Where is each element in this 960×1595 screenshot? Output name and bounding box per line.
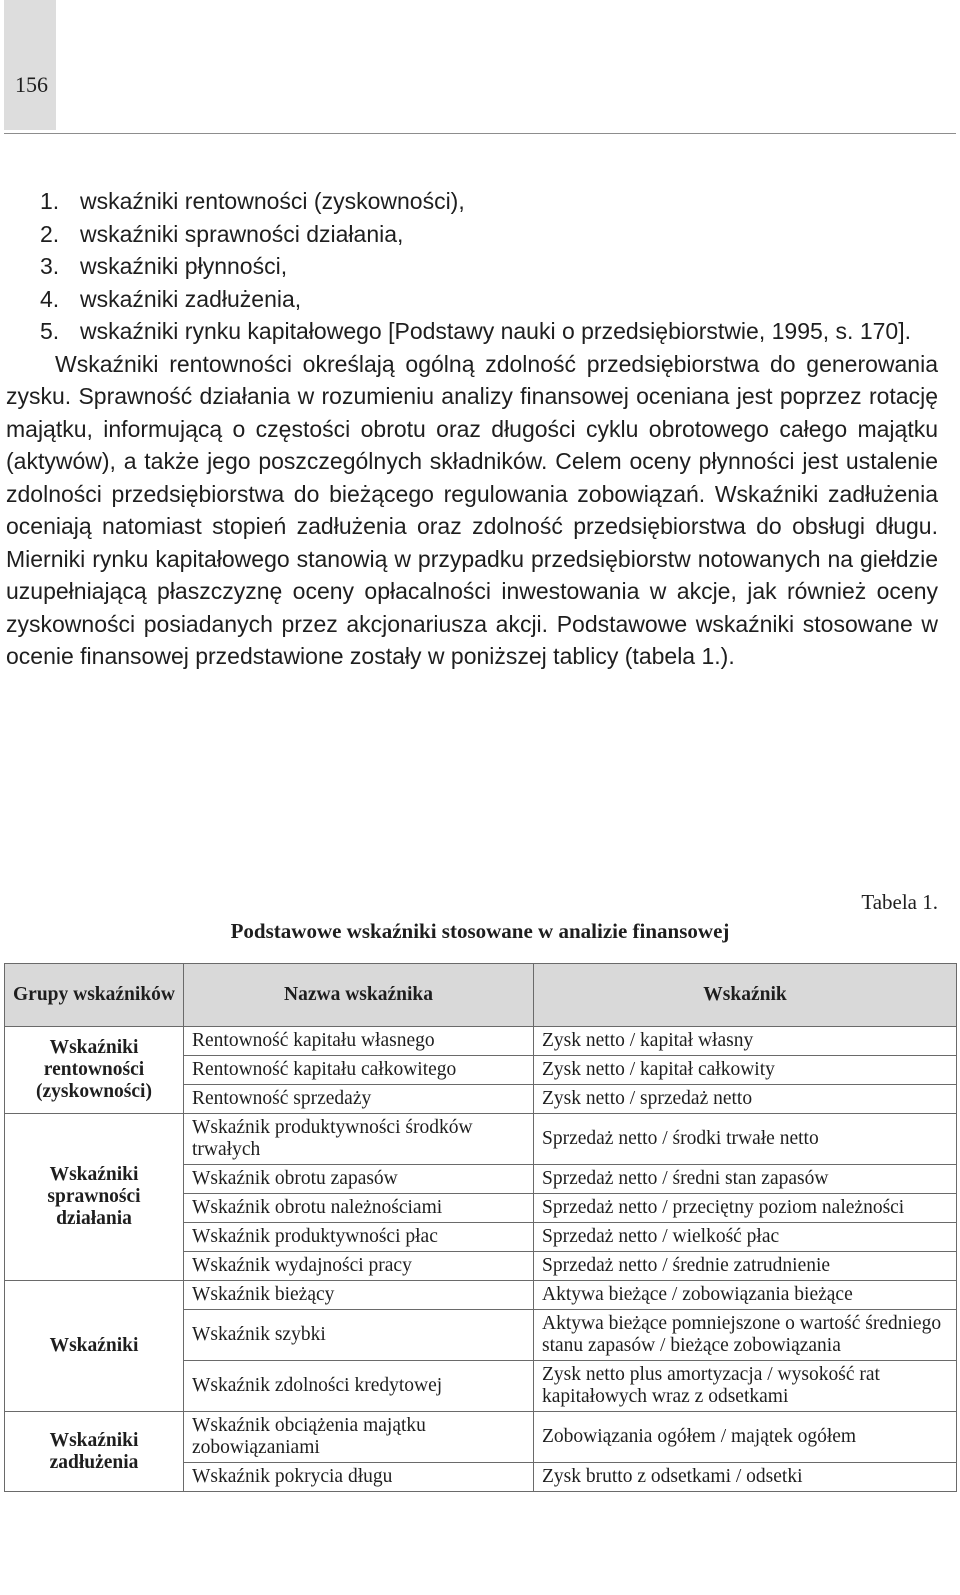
ratio-name: Wskaźnik obrotu zapasów	[184, 1165, 534, 1194]
ratio-formula: Sprzedaż netto / środki trwałe netto	[534, 1114, 957, 1165]
ratio-formula: Zysk netto / kapitał własny	[534, 1027, 957, 1056]
ratio-formula: Zysk netto plus amortyzacja / wysokość rat kapitałowych wraz z odsetkami	[534, 1361, 957, 1412]
table-label: Tabela 1.	[861, 890, 938, 914]
body-text	[6, 185, 938, 673]
list-text: wskaźniki rentowności (zyskowności),	[80, 188, 465, 214]
list-item	[6, 218, 938, 251]
ratio-name: Rentowność kapitału własnego	[184, 1027, 534, 1056]
ratio-name: Wskaźnik produktywności środków trwałych	[184, 1114, 534, 1165]
group-debt: Wskaźniki zadłużenia	[5, 1412, 184, 1492]
table-row	[5, 1114, 957, 1165]
list-number: 1.	[40, 188, 60, 214]
ratio-name: Wskaźnik produktywności płac	[184, 1223, 534, 1252]
ratios-table	[4, 963, 957, 1492]
list-item	[6, 315, 938, 348]
list-text: wskaźniki sprawności działania,	[80, 220, 404, 247]
ratio-name: Wskaźnik bieżący	[184, 1281, 534, 1310]
ratio-name: Rentowność sprzedaży	[184, 1085, 534, 1114]
list-number: 4.	[40, 285, 60, 312]
ratio-name: Wskaźnik zdolności kredytowej	[184, 1361, 534, 1412]
list-text: wskaźniki rynku kapitałowego [Podstawy nauki o przedsiębiorstwie, 1995, s. 170].	[80, 318, 911, 344]
list-text: wskaźniki płynności,	[80, 253, 288, 279]
list-number: 2.	[40, 220, 60, 247]
ratio-formula: Zysk netto / sprzedaż netto	[534, 1085, 957, 1114]
ratio-formula: Aktywa bieżące pomniejszone o wartość średniego stanu zapasów / bieżące zobowiązania	[534, 1310, 957, 1361]
list-item	[6, 250, 938, 283]
ratio-formula: Sprzedaż netto / średnie zatrudnienie	[534, 1252, 957, 1281]
ratio-name: Wskaźnik obciążenia majątku zobowiązaniami	[184, 1412, 534, 1463]
ratio-formula: Sprzedaż netto / średni stan zapasów	[534, 1165, 957, 1194]
group-efficiency: Wskaźniki sprawności działania	[5, 1114, 184, 1281]
ratio-formula: Zobowiązania ogółem / majątek ogółem	[534, 1412, 957, 1463]
header-rule	[4, 133, 956, 134]
page-number: 156	[15, 72, 48, 97]
list-number: 3.	[40, 253, 60, 279]
list-item	[6, 185, 938, 218]
page-number-box	[4, 0, 56, 130]
list-item	[6, 283, 938, 316]
table-header-row	[5, 964, 957, 1027]
table-title: Podstawowe wskaźniki stosowane w analizie finansowej	[230, 919, 730, 943]
ratio-formula: Sprzedaż netto / wielkość płac	[534, 1223, 957, 1252]
table-row	[5, 1027, 957, 1056]
table-row	[5, 1412, 957, 1463]
ratio-name: Wskaźnik pokrycia długu	[184, 1463, 534, 1492]
list-text: wskaźniki zadłużenia,	[80, 285, 302, 312]
ratio-name: Rentowność kapitału całkowitego	[184, 1056, 534, 1085]
table-row	[5, 1281, 957, 1310]
ratio-formula: Zysk netto / kapitał całkowity	[534, 1056, 957, 1085]
header-formula: Wskaźnik	[534, 964, 957, 1027]
body-paragraph: Wskaźniki rentowności określają ogólną zdolność przedsiębiorstwa do generowania zysku. Sprawność działania w rozumieniu analizy finansowej oceniana jest poprzez rotację majątku, informującą o częstości obrotu oraz długości cyklu obrotowego całego majątku (aktywów), a także jego poszczególnych składników. Celem oceny płynności jest ustalenie zdolności przedsiębiorstwa do bieżącego regulowania zobowiązań. Wskaźniki zadłużenia oceniają natomiast stopień zadłużenia oraz zdolność przedsiębiorstwa do obsługi długu. Mierniki rynku kapitałowego stanowią w przypadku przedsiębiorstw notowanych na giełdzie uzupełniającą płaszczyznę oceny opłacalności inwestowania w akcje, jak również oceny zyskowności posiadanych przez akcjonariusza akcji. Podstawowe wskaźniki stosowane w ocenie finansowej przedstawione zostały w poniższej tablicy (tabela 1.).	[6, 350, 938, 669]
header-name: Nazwa wskaźnika	[184, 964, 534, 1027]
ratio-name: Wskaźnik obrotu należnościami	[184, 1194, 534, 1223]
header-group: Grupy wskaźników	[5, 964, 184, 1027]
list-number: 5.	[40, 318, 60, 344]
ratio-formula: Sprzedaż netto / przeciętny poziom należności	[534, 1194, 957, 1223]
ratio-name: Wskaźnik wydajności pracy	[184, 1252, 534, 1281]
ratio-formula: Aktywa bieżące / zobowiązania bieżące	[534, 1281, 957, 1310]
ratio-name: Wskaźnik szybki	[184, 1310, 534, 1361]
group-liquidity: Wskaźniki	[5, 1281, 184, 1412]
group-profitability: Wskaźniki rentowności (zyskowności)	[5, 1027, 184, 1114]
ratio-formula: Zysk brutto z odsetkami / odsetki	[534, 1463, 957, 1492]
